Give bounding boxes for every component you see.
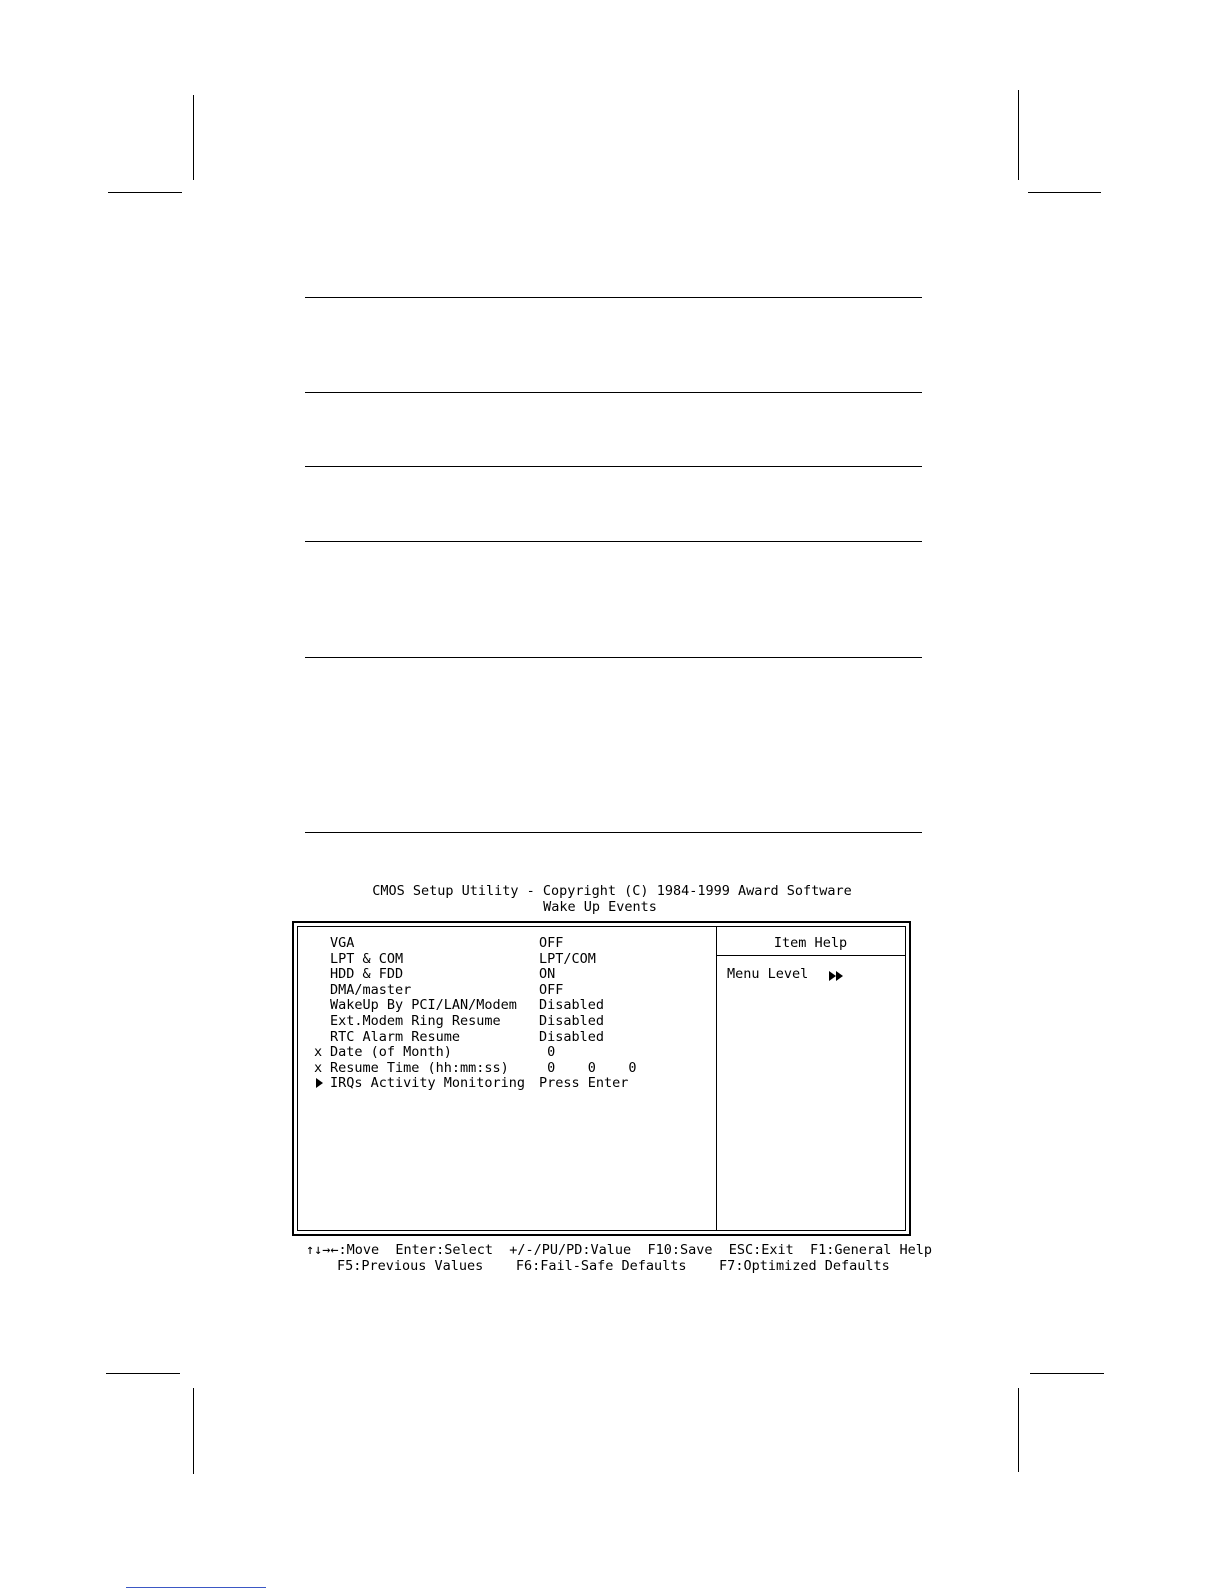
key-help-line2 (337, 1259, 890, 1275)
footer-key: F7 (719, 1258, 736, 1274)
setting-label: WakeUp By PCI/LAN/Modem (330, 997, 517, 1014)
setting-row[interactable] (298, 1076, 708, 1092)
rule-4 (305, 541, 922, 542)
footer-key: F10 (647, 1242, 672, 1258)
footer-key: F6 (515, 1258, 533, 1274)
setting-row[interactable] (298, 1014, 708, 1030)
setting-label: LPT & COM (330, 950, 404, 967)
bios-title-line2: Wake Up Events (543, 899, 657, 915)
setting-row[interactable] (298, 1061, 708, 1077)
crop-mark-bottom-right-vertical (1018, 1388, 1019, 1472)
setting-row[interactable] (298, 1045, 708, 1061)
item-help-title: Item Help (773, 935, 848, 951)
setting-label: IRQs Activity Monitoring (330, 1075, 526, 1092)
footer-key: ESC (728, 1242, 754, 1258)
setting-value[interactable]: OFF (539, 981, 564, 998)
setting-label: Resume Time (hh:mm:ss) (330, 1059, 509, 1076)
footer-key: +/-/PU/PD (509, 1242, 583, 1258)
crop-mark-top-left-vertical (193, 95, 194, 180)
setting-label: Date (of Month) (330, 1044, 452, 1061)
footer-key: ↑↓→← (306, 1242, 339, 1258)
setting-value[interactable]: 0 0 0 (539, 1059, 637, 1076)
rule-1 (305, 297, 922, 298)
setting-value[interactable]: ON (539, 966, 556, 983)
setting-prefix: x (314, 1044, 323, 1061)
footer-key: F1 (810, 1242, 827, 1258)
bios-panel-inner (297, 926, 906, 1231)
setting-value[interactable]: 0 (539, 1044, 556, 1061)
crop-mark-top-right-horizontal (1028, 192, 1101, 193)
rule-3 (305, 466, 922, 467)
footer-key: Enter (395, 1242, 437, 1258)
footer-action: :Optimized Defaults (735, 1258, 890, 1274)
help-panel-divider (716, 927, 717, 1230)
setting-label: Ext.Modem Ring Resume (330, 1013, 501, 1029)
setting-row[interactable] (298, 998, 708, 1014)
setting-value[interactable]: OFF (539, 935, 564, 951)
footer-key: F5 (337, 1258, 354, 1274)
key-help-line1 (306, 1243, 932, 1259)
rule-5 (305, 657, 922, 658)
rule-2 (305, 392, 922, 393)
crop-mark-bottom-right-horizontal (1030, 1373, 1104, 1374)
footer-action: :Select (436, 1242, 493, 1258)
crop-mark-top-left-horizontal (108, 192, 182, 193)
menu-level-icon (829, 971, 849, 981)
item-help-divider (716, 955, 905, 956)
setting-label: DMA/master (330, 981, 412, 998)
footer-action: :Exit (753, 1242, 794, 1258)
setting-row[interactable] (298, 967, 708, 983)
footer-action: :Fail-Safe Defaults (532, 1258, 687, 1274)
footer-action: :Save (671, 1242, 713, 1258)
setting-row[interactable] (298, 952, 708, 968)
bios-title-line1: CMOS Setup Utility - Copyright (C) 1984-1999 Award Software (372, 883, 852, 899)
menu-level-label: Menu Level (727, 966, 809, 982)
footer-action: :Move (338, 1242, 380, 1258)
setting-value[interactable]: Disabled (539, 1028, 605, 1045)
setting-value[interactable]: Disabled (539, 1013, 605, 1029)
setting-row[interactable] (298, 936, 708, 952)
setting-row[interactable] (298, 1030, 708, 1046)
setting-label: VGA (330, 935, 355, 951)
setting-value[interactable]: LPT/COM (539, 950, 596, 967)
crop-mark-bottom-left-vertical (193, 1388, 194, 1474)
setting-value[interactable]: Press Enter (539, 1075, 629, 1092)
footer-action: :Value (582, 1242, 632, 1258)
crop-mark-top-right-vertical (1018, 90, 1019, 180)
setting-label: HDD & FDD (330, 966, 404, 983)
footer-action: :Previous Values (353, 1258, 484, 1274)
setting-prefix: x (314, 1059, 323, 1076)
rule-6 (305, 832, 922, 833)
crop-mark-bottom-left-horizontal (106, 1373, 180, 1374)
submenu-arrow-icon (316, 1078, 323, 1088)
setting-value[interactable]: Disabled (539, 997, 605, 1014)
bios-panel (292, 921, 911, 1236)
footer-action: :General Help (826, 1242, 932, 1258)
setting-row[interactable] (298, 983, 708, 999)
setting-label: RTC Alarm Resume (330, 1028, 461, 1045)
